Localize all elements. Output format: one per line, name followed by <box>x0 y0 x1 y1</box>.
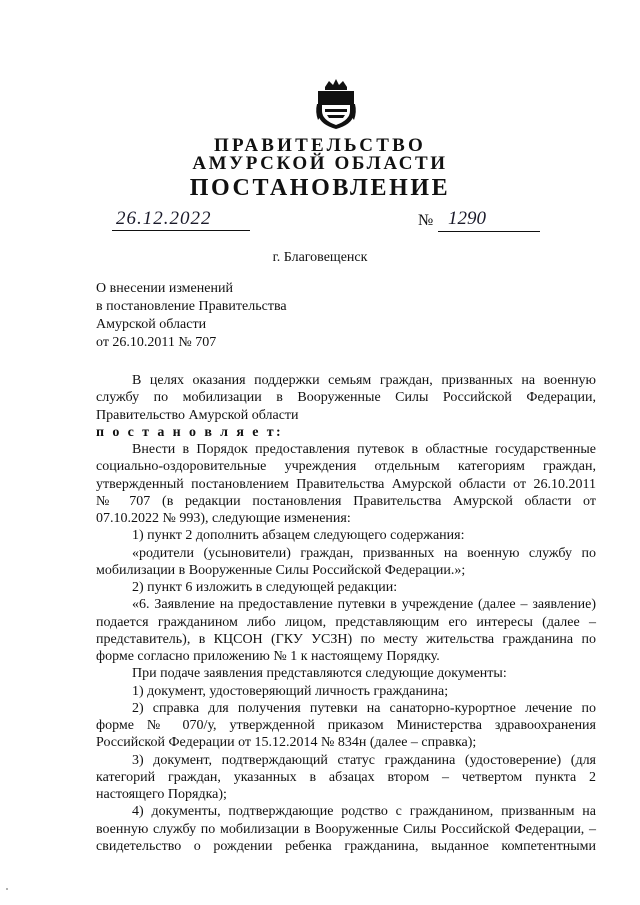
document-type-title: ПОСТАНОВЛЕНИЕ <box>189 175 451 201</box>
subject-line: О внесении изменений <box>96 281 233 296</box>
document-item-2-line: форме № 070/у, утвержденной приказом Министерства здравоохранения <box>96 718 596 733</box>
number-sign: № <box>418 212 434 229</box>
intro-line: № 707 (в редакции постановления Правительства Амурской области от <box>96 493 596 509</box>
government-name-line2: АМУРСКОЙ ОБЛАСТИ <box>192 153 448 174</box>
document-item-4-line: свидетельство о рождении ребенка гражданина, выданное компетентными <box>96 838 596 854</box>
intro-line: утвержденный постановлением Правительства Амурской области от 26.10.2011 <box>96 476 596 492</box>
intro-line: 07.10.2022 № 993), следующие изменения: <box>96 511 351 526</box>
document-item-2-line: 2) справка для получения путевки на санаторно-курортное лечение по <box>132 700 596 716</box>
decides-heading: п о с т а н о в л я е т: <box>96 424 284 440</box>
handwritten-number: 1290 <box>448 208 486 229</box>
item-2-quote-line: представитель), в КЦСОН (ГКУ УСЗН) по месту жительства гражданина по <box>96 631 596 647</box>
intro-line: Внести в Порядок предоставления путевок в областные государственные <box>132 442 596 457</box>
date-underline <box>112 230 250 231</box>
document-subject <box>96 280 287 352</box>
item-2-quote-line: форме согласно приложению № 1 к настоящему Порядку. <box>96 649 440 664</box>
intro-line: социально-оздоровительные учреждения отдельным категориям граждан, <box>96 459 596 475</box>
document-body <box>96 372 596 855</box>
document-item-3-line: настоящего Порядка); <box>96 787 227 802</box>
city-name: г. Благовещенск <box>272 250 368 265</box>
government-name-line1: ПРАВИТЕЛЬСТВО <box>214 135 426 156</box>
handwritten-date: 26.12.2022 <box>116 208 212 229</box>
item-2-quote-line: подается гражданином либо лицом, представляющим его интересы (далее – <box>96 614 596 630</box>
item-1: 1) пункт 2 дополнить абзацем следующего содержания: <box>132 528 465 544</box>
coat-of-arms-icon <box>315 78 357 130</box>
document-item-4-line: 4) документы, подтверждающие родство с гражданином, призванным на <box>132 804 596 820</box>
item-1-quote-line: мобилизации в Вооруженные Силы Российской Федерации.»; <box>96 562 466 578</box>
documents-intro: При подаче заявления представляются следующие документы: <box>132 666 507 682</box>
subject-line: в постановление Правительства <box>96 299 287 314</box>
preamble-line: Правительство Амурской области <box>96 407 299 423</box>
item-2: 2) пункт 6 изложить в следующей редакции: <box>132 580 398 595</box>
document-item-2-line: Российской Федерации от 15.12.2014 № 834н (далее – справка); <box>96 735 477 751</box>
subject-line: Амурской области <box>96 317 207 332</box>
document-item-4-line: военную службу по мобилизации в Вооруженные Силы Российской Федерации, – <box>96 821 596 837</box>
document-item-3-line: категорий граждан, указанных в абзацах втором – четвертом пункта 2 <box>96 769 596 785</box>
scan-speck <box>6 888 8 890</box>
document-item-3-line: 3) документ, подтверждающий статус гражданина (удостоверение) (для <box>132 752 596 768</box>
document-item-1: 1) документ, удостоверяющий личность гражданина; <box>132 683 449 699</box>
subject-line: от 26.10.2011 № 707 <box>96 335 217 350</box>
item-2-quote-line: «6. Заявление на предоставление путевки в учреждение (далее – заявление) <box>132 597 596 613</box>
preamble-line: службу по мобилизации в Вооруженные Силы Российской Федерации, <box>96 390 596 406</box>
item-1-quote-line: «родители (усыновители) граждан, призванных на военную службу по <box>132 545 596 561</box>
preamble-line: В целях оказания поддержки семьям граждан, призванных на военную <box>132 373 596 388</box>
number-underline <box>438 231 540 232</box>
